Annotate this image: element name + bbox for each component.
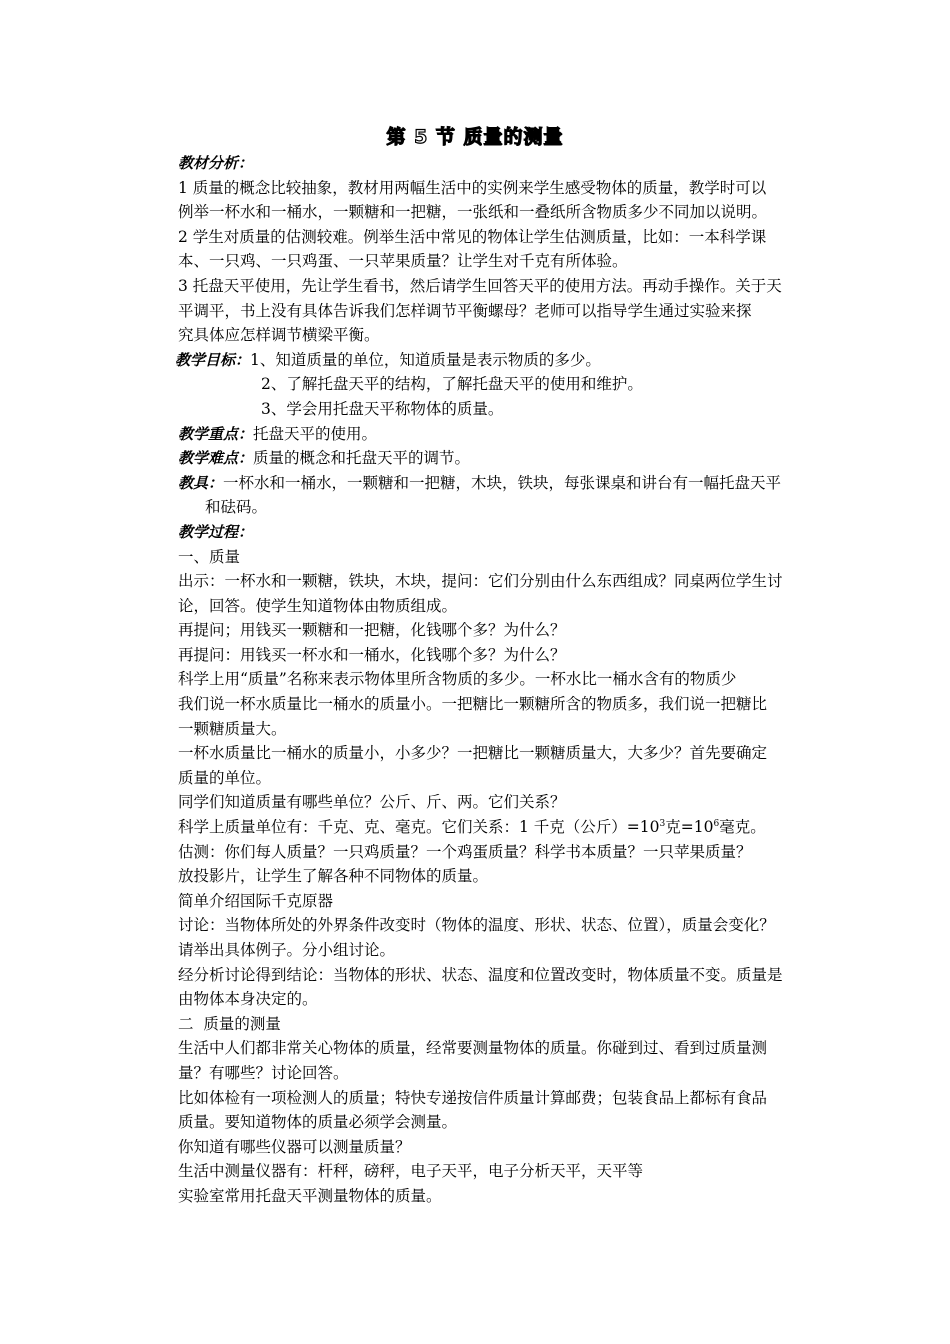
analysis-line: 3 托盘天平使用，先让学生看书，然后请学生回答天平的使用方法。再动手操作。关于天 bbox=[178, 276, 782, 295]
process-line: 实验室常用托盘天平测量物体的质量。 bbox=[178, 1186, 442, 1205]
difficulty-row bbox=[178, 446, 810, 471]
process-line: 质量。要知道物体的质量必须学会测量。 bbox=[178, 1113, 458, 1132]
units-prefix: 科学上质量单位有：千克、克、毫克。它们关系：1 千克（公斤）=10 bbox=[178, 818, 660, 837]
process-line: 论，回答。使学生知道物体由物质组成。 bbox=[178, 596, 458, 615]
heading-key-point: 教学重点： bbox=[178, 424, 254, 443]
process-line: 再提问：用钱买一杯水和一桶水，化钱哪个多？为什么？ bbox=[178, 645, 566, 664]
process-line: 简单介绍国际千克原器 bbox=[178, 891, 334, 910]
heading-analysis: 教材分析： bbox=[178, 154, 254, 172]
units-mid: 克=10 bbox=[665, 818, 714, 837]
units-suffix: 毫克。 bbox=[719, 818, 766, 837]
section-two-heading: 二 质量的测量 bbox=[178, 1014, 281, 1033]
process-line: 再提问；用钱买一颗糖和一把糖，化钱哪个多？为什么？ bbox=[178, 621, 566, 640]
process-line: 科学上用“质量”名称来表示物体里所含物质的多少。一杯水比一桶水含有的物质少 bbox=[178, 670, 737, 689]
process-line: 生活中人们都非常关心物体的质量，经常要测量物体的质量。你碰到过、看到过质量测 bbox=[178, 1039, 768, 1058]
exponent-3: 3 bbox=[659, 819, 666, 830]
process-line: 估测：你们每人质量？一只鸡质量？一个鸡蛋质量？科学书本质量？一只苹果质量？ bbox=[178, 842, 752, 861]
analysis-line: 1 质量的概念比较抽象，教材用两幅生活中的实例来学生感受物体的质量，教学时可以 bbox=[178, 178, 767, 197]
key-point-text: 托盘天平的使用。 bbox=[253, 424, 378, 443]
tools-row bbox=[178, 471, 810, 496]
analysis-line: 本、一只鸡、一只鸡蛋、一只苹果质量？让学生对千克有所体验。 bbox=[178, 252, 628, 271]
process-line: 由物体本身决定的。 bbox=[178, 990, 318, 1009]
analysis-line: 例举一杯水和一桶水，一颗糖和一把糖，一张纸和一叠纸所含物质多少不同加以说明。 bbox=[178, 203, 768, 222]
process-line: 你知道有哪些仪器可以测量质量？ bbox=[178, 1137, 411, 1156]
heading-goals: 教学目标： bbox=[175, 350, 251, 369]
key-point-row bbox=[178, 422, 810, 447]
difficulty-text: 质量的概念和托盘天平的调节。 bbox=[253, 449, 471, 468]
process-line: 比如体检有一项检测人的质量；特快专递按信件质量计算邮费；包装食品上都标有食品 bbox=[178, 1088, 768, 1107]
analysis-line: 平调平，书上没有具体告诉我们怎样调节平衡螺母？老师可以指导学生通过实验来探 bbox=[178, 301, 752, 320]
process-line: 质量的单位。 bbox=[178, 768, 272, 787]
document-body bbox=[175, 151, 810, 1209]
goal-item: 3、学会用托盘天平称物体的质量。 bbox=[261, 399, 504, 418]
process-line: 一杯水质量比一桶水的质量小，小多少？一把糖比一颗糖质量大，大多少？首先要确定 bbox=[178, 744, 768, 763]
exponent-6: 6 bbox=[713, 819, 720, 830]
tools-continuation: 和砝码。 bbox=[205, 498, 268, 517]
process-line: 同学们知道质量有哪些单位？公斤、斤、两。它们关系？ bbox=[178, 793, 566, 812]
process-line: 经分析讨论得到结论：当物体的形状、状态、温度和位置改变时，物体质量不变。质量是 bbox=[178, 965, 783, 984]
process-line: 放投影片，让学生了解各种不同物体的质量。 bbox=[178, 867, 489, 886]
process-line: 一、质量 bbox=[178, 547, 241, 566]
heading-tools: 教具： bbox=[178, 473, 224, 492]
goals-row bbox=[175, 348, 810, 373]
process-line: 我们说一杯水质量比一桶水的质量小。一把糖比一颗糖所含的物质多，我们说一把糖比 bbox=[178, 695, 768, 714]
tools-text: 一杯水和一桶水，一颗糖和一把糖，木块，铁块，每张课桌和讲台有一幅托盘天平 bbox=[223, 473, 782, 492]
page-title: 第 5 节 质量的测量 bbox=[386, 126, 564, 148]
heading-difficulty: 教学难点： bbox=[178, 449, 254, 468]
analysis-line: 究具体应怎样调节横梁平衡。 bbox=[178, 326, 380, 345]
process-line: 请举出具体例子。分小组讨论。 bbox=[178, 941, 396, 959]
analysis-line: 2 学生对质量的估测较难。例举生活中常见的物体让学生估测质量，比如：一本科学课 bbox=[178, 227, 767, 246]
goal-item: 2、了解托盘天平的结构，了解托盘天平的使用和维护。 bbox=[261, 375, 643, 394]
process-line: 量？有哪些？讨论回答。 bbox=[178, 1063, 349, 1082]
process-line: 一颗糖质量大。 bbox=[178, 719, 287, 738]
process-line: 讨论：当物体所处的外界条件改变时（物体的温度、形状、状态、位置），质量会变化？ bbox=[178, 916, 775, 935]
process-line: 出示：一杯水和一颗糖，铁块，木块，提问：它们分别由什么东西组成？同桌两位学生讨 bbox=[178, 572, 783, 591]
goal-item: 1、知道质量的单位，知道质量是表示物质的多少。 bbox=[250, 350, 601, 369]
process-line: 生活中测量仪器有：杆秤，磅秤，电子天平，电子分析天平，天平等 bbox=[178, 1162, 644, 1181]
heading-process: 教学过程： bbox=[178, 522, 254, 541]
units-line bbox=[178, 815, 810, 840]
